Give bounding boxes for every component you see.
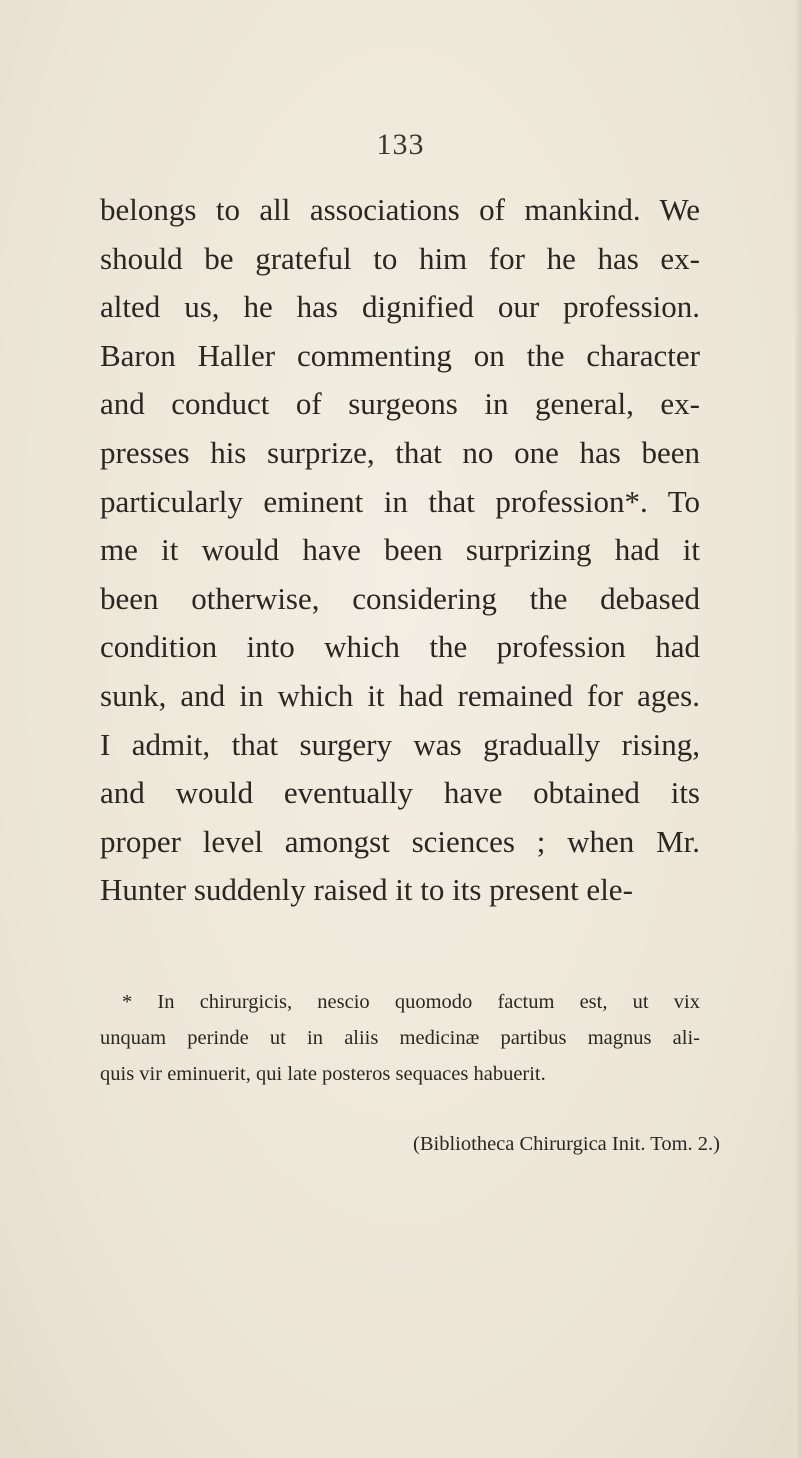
footnote-line: * In chirurgicis, nescio quomodo factum est, ut vix [122,991,700,1013]
text-line: should be grateful to him for he has ex- [100,240,700,276]
text-line: condition into which the profession had [100,629,700,665]
footnote-citation: (Bibliotheca Chirurgica Init. Tom. 2.) [413,1133,720,1155]
page-edge [795,0,801,1458]
footnote-line: quis vir eminuerit, qui late posteros sequaces habuerit. [100,1063,546,1085]
page-number: 133 [376,128,425,161]
text-line: belongs to all associations of mankind. We [100,192,700,227]
footnote [100,984,700,1092]
text-line: and conduct of surgeons in general, ex- [100,386,700,422]
text-line: been otherwise, considering the debased [100,580,700,616]
text-line: me it would have been surprizing had it [100,532,700,568]
text-line: Baron Haller commenting on the character [100,337,700,373]
footnote-line: unquam perinde ut in aliis medicinæ partibus magnus ali- [100,1027,700,1049]
text-line: alted us, he has dignified our profession. [100,289,700,325]
text-line: and would eventually have obtained its [100,775,700,811]
body-text [100,186,700,915]
text-line: presses his surprize, that no one has been [100,434,700,470]
text-line: I admit, that surgery was gradually rising, [100,726,700,762]
text-line: particularly eminent in that profession*. To [100,483,700,519]
text-line: proper level amongst sciences ; when Mr. [100,823,700,859]
text-line: sunk, and in which it had remained for ages. [100,677,700,713]
text-line: Hunter suddenly raised it to its present ele- [100,872,633,908]
